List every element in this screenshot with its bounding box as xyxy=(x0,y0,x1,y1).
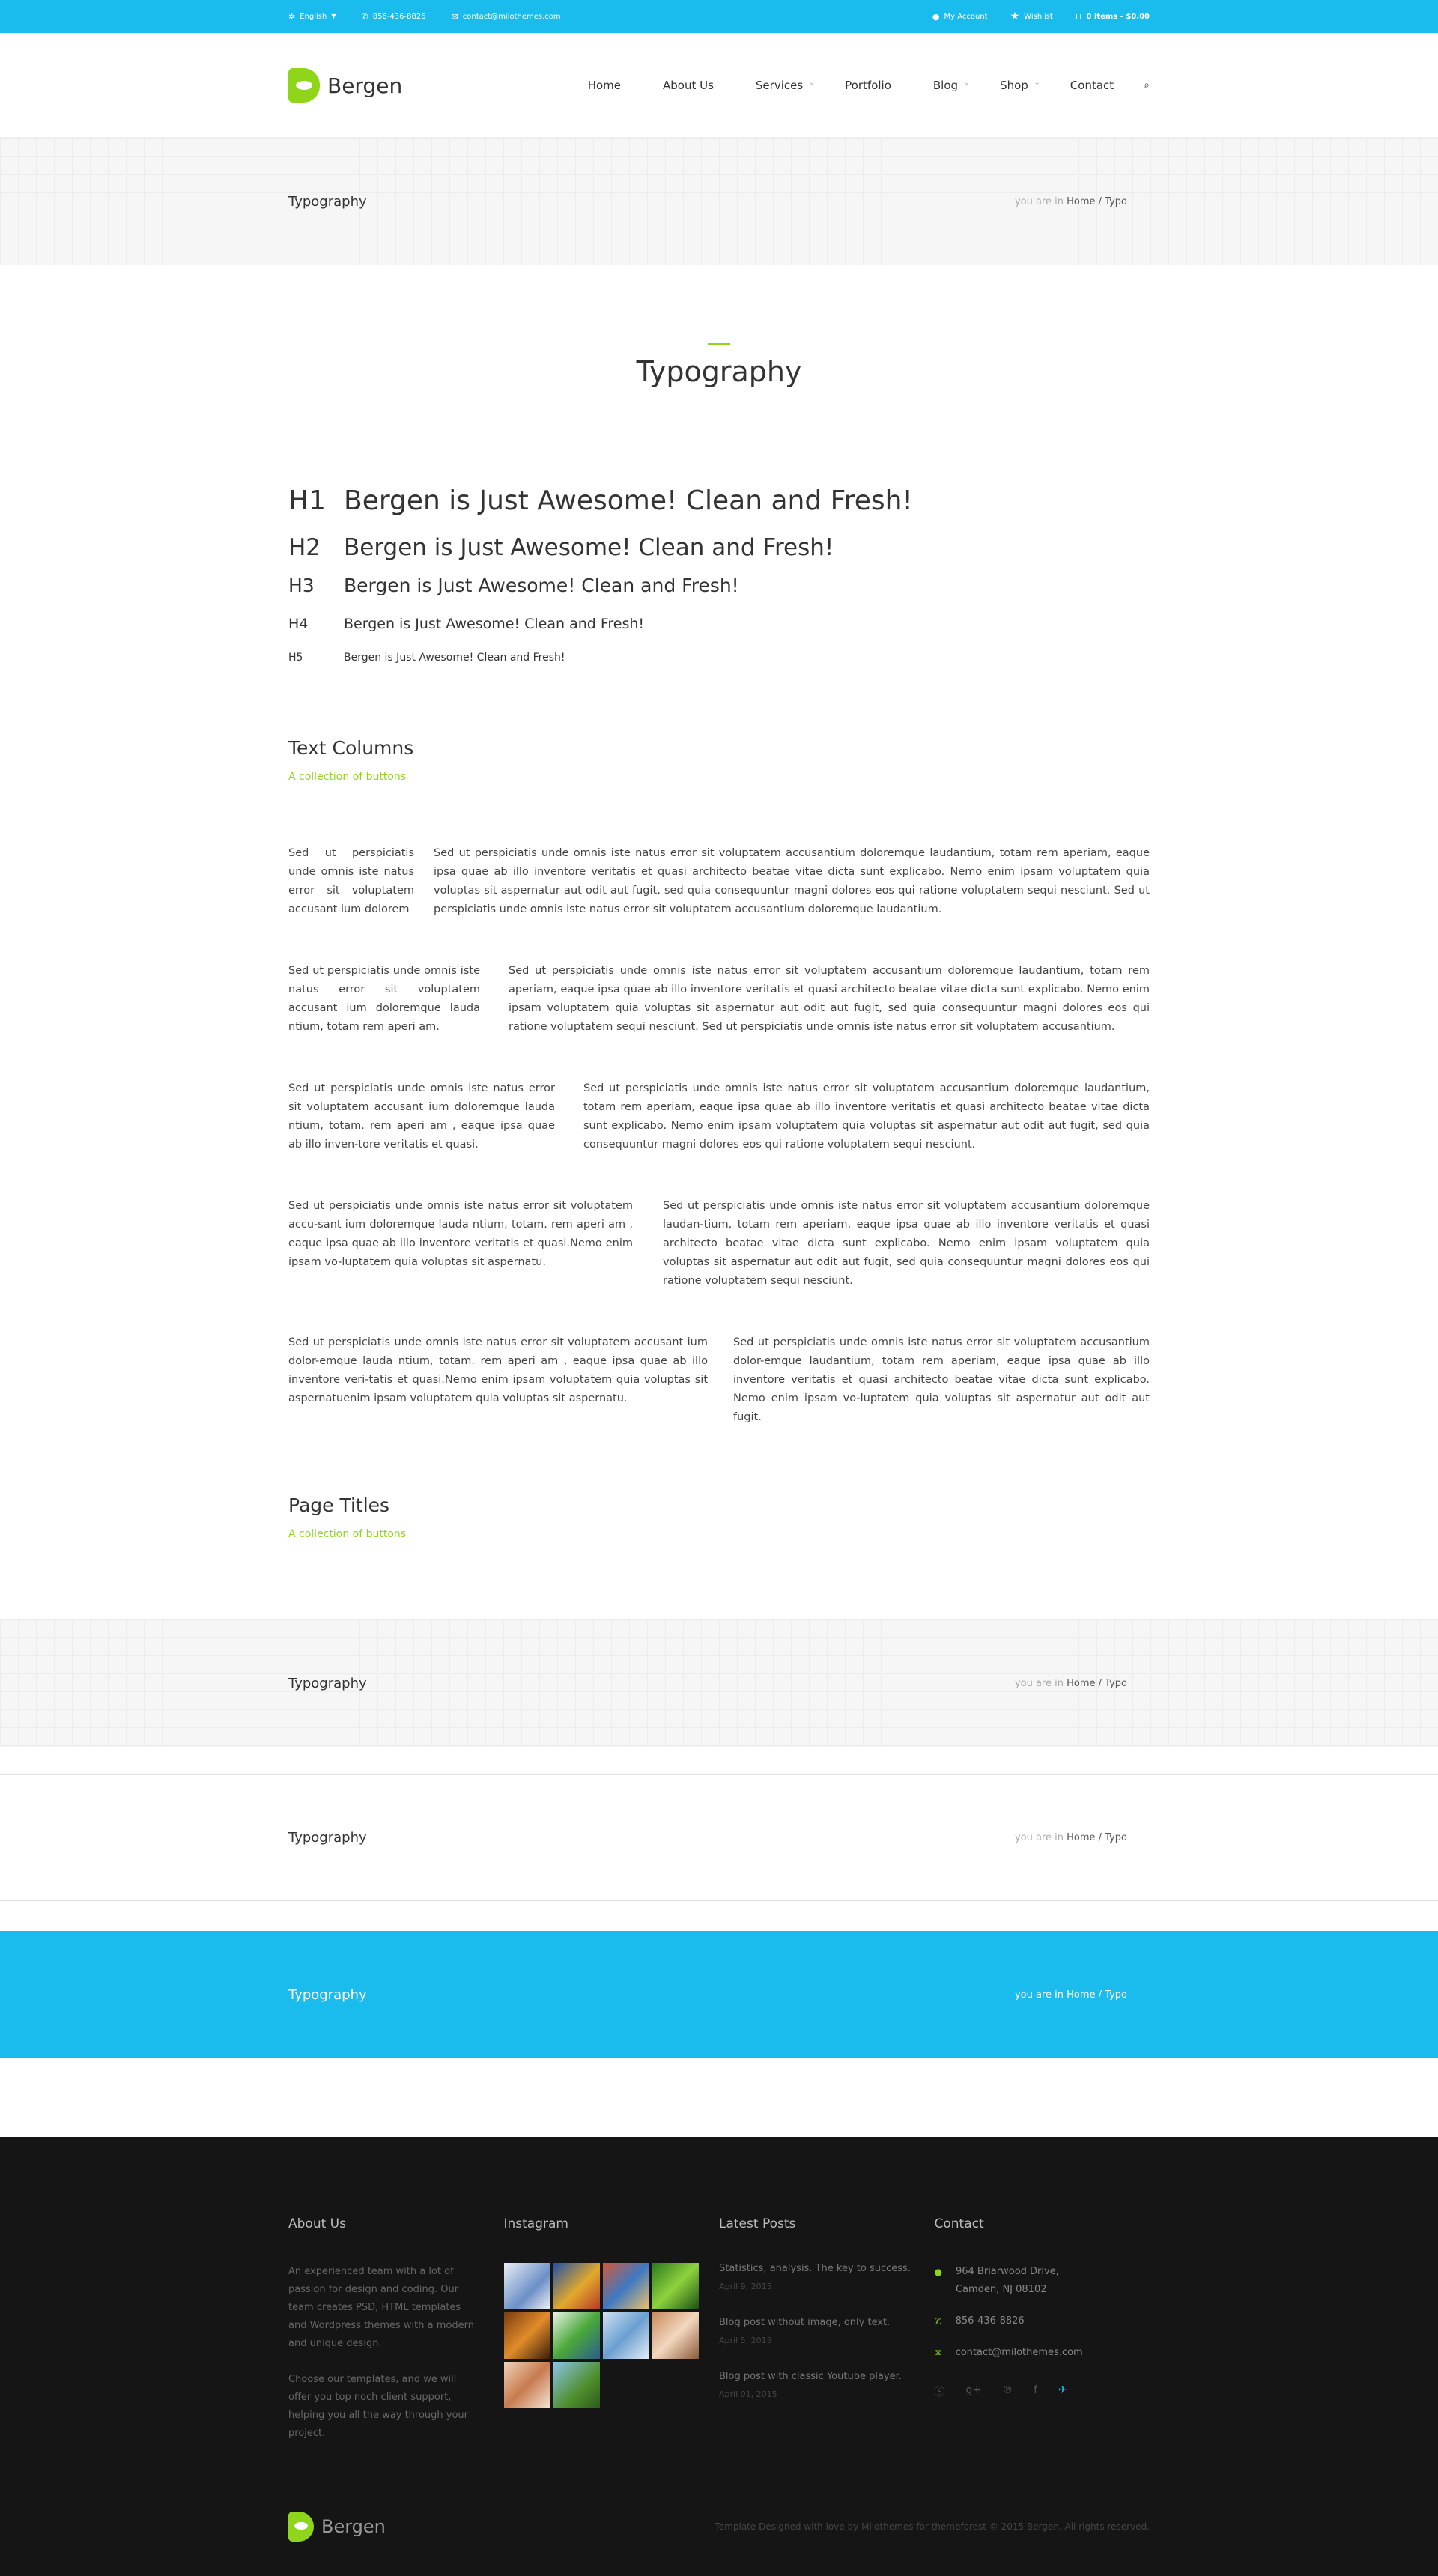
chevron-down-icon: ⌄ xyxy=(963,79,971,87)
column-left: Sed ut perspiciatis unde omnis iste natus error sit voluptatem accusant ium doloremque lauda ntium, totam. rem aperi am , eaque ipsa quae ab illo inven-tore veritatis et quasi. xyxy=(288,1082,555,1151)
section-title: Typography xyxy=(636,355,802,388)
mail-icon: ✉ xyxy=(451,11,458,22)
post-item[interactable] xyxy=(719,2317,935,2345)
footer-posts-title: Latest Posts xyxy=(719,2216,796,2231)
accent-bar xyxy=(708,343,730,345)
breadcrumb-separator: / xyxy=(1098,1677,1102,1689)
address-text: 964 Briarwood Drive, Camden, NJ 08102 xyxy=(955,2266,1059,2295)
site-header xyxy=(0,33,1438,138)
nav-contact[interactable]: Contact xyxy=(1070,79,1114,92)
breadcrumb-current: Typo xyxy=(1105,1677,1127,1689)
email-text: contact@milothemes.com xyxy=(955,2347,1083,2358)
page-title-sample-plain xyxy=(0,1774,1438,1901)
heading-tag: H1 xyxy=(288,485,326,516)
email-text: contact@milothemes.com xyxy=(462,12,561,21)
breadcrumb-current: Typo xyxy=(1105,1989,1127,2001)
contact-email[interactable] xyxy=(935,2344,1150,2362)
column-right: Sed ut perspiciatis unde omnis iste natus error sit voluptatem accusantium doloremque laudantium, totam rem aperiam, eaque ipsa quae ab illo inventore veritatis et quasi architecto beatae vitae dicta sunt explicabo. Nemo enim ipsam voluptatem quia voluptas sit aspernatur aut odit aut fugit, sed quia consequuntur magni dolores eos qui ratione voluptatem sequi nesciunt. Sed ut perspiciatis unde omnis iste natus error sit voluptatem accusantium. xyxy=(509,965,1150,1033)
chevron-down-icon: ▼ xyxy=(331,13,336,19)
footer-about-text: An experienced team with a lot of passion for design and coding. Our team creates PSD, HTML templates and Wordpress themes with a modern and unique design. xyxy=(288,2266,474,2349)
footer-logo[interactable] xyxy=(288,2512,386,2542)
heading-tag: H4 xyxy=(288,616,309,632)
text-column-row-3 xyxy=(288,1079,1150,1154)
breadcrumb-separator: / xyxy=(1098,1989,1102,2001)
instagram-grid xyxy=(504,2263,720,2408)
page-titles-title: Page Titles xyxy=(288,1494,390,1516)
heading-text: Bergen is Just Awesome! Clean and Fresh! xyxy=(344,485,913,516)
gear-icon: ✲ xyxy=(288,11,296,22)
nav-about-us[interactable]: About Us xyxy=(662,79,714,92)
breadcrumb-current: Typo xyxy=(1105,196,1127,207)
post-item[interactable] xyxy=(719,2371,935,2399)
heading-text: Bergen is Just Awesome! Clean and Fresh! xyxy=(344,534,834,561)
brand-name: Bergen xyxy=(327,73,403,98)
column-left: Sed ut perspiciatis unde omnis iste natus error sit voluptatem accu-sant ium doloremque lauda ntium, totam. rem aperi am , eaque ipsa quae ab illo inventore veritatis et quasi.Nemo enim ipsam vo-luptatem quia voluptas sit aspernatu. xyxy=(288,1200,633,1268)
breadcrumb-separator: / xyxy=(1098,1831,1102,1843)
phone-text: 856-436-8826 xyxy=(955,2315,1025,2327)
heading-tag: H5 xyxy=(288,652,303,664)
column-right: Sed ut perspiciatis unde omnis iste natus error sit voluptatem accusantium dolor-emque laudantium, totam rem aperiam, eaque ipsa quae ab illo inventore veritatis et quasi architecto beatae vitae dicta sunt explicabo. Nemo enim ipsam vo-luptatem quia voluptas sit aspernatur aut odit aut fugit. xyxy=(733,1336,1150,1423)
post-title: Blog post with classic Youtube player. xyxy=(719,2371,902,2382)
text-column-row-1 xyxy=(288,844,1150,919)
heading-text: Bergen is Just Awesome! Clean and Fresh! xyxy=(344,652,565,664)
skype-icon[interactable]: Ⓢ xyxy=(934,2386,945,2398)
copyright-text: Template Designed with love by Milothemes for themeforest © 2015 Bergen. All rights reserved. xyxy=(715,2521,1150,2532)
wishlist-label: Wishlist xyxy=(1024,12,1053,21)
post-date: April 01, 2015 xyxy=(719,2389,777,2399)
footer-instagram-title: Instagram xyxy=(503,2216,568,2231)
language-selector[interactable] xyxy=(288,13,336,21)
site-footer xyxy=(0,2137,1438,2576)
page-titles-heading xyxy=(288,1494,1150,1540)
cart-label: 0 items - $0.00 xyxy=(1086,12,1150,21)
page-title-band xyxy=(0,138,1438,265)
breadcrumb-current: Typo xyxy=(1105,1831,1127,1843)
nav-blog[interactable] xyxy=(932,79,971,92)
instagram-photo[interactable] xyxy=(603,2263,649,2309)
google-plus-icon[interactable]: g+ xyxy=(965,2384,982,2396)
page-title: Typography xyxy=(288,1986,367,2003)
nav-portfolio[interactable]: Portfolio xyxy=(845,79,891,92)
wishlist-link[interactable] xyxy=(1010,11,1053,22)
twitter-icon[interactable]: ✈ xyxy=(1058,2384,1067,2396)
main-nav xyxy=(546,79,1150,92)
instagram-photo[interactable] xyxy=(652,2312,699,2359)
page-title: Typography xyxy=(288,1829,367,1846)
heading-text: Bergen is Just Awesome! Clean and Fresh! xyxy=(344,575,739,596)
top-bar xyxy=(0,0,1438,33)
instagram-photo[interactable] xyxy=(603,2312,649,2359)
instagram-photo[interactable] xyxy=(553,2312,600,2359)
phone-icon: ✆ xyxy=(361,11,368,22)
my-account-link[interactable] xyxy=(932,13,988,21)
post-title: Blog post without image, only text. xyxy=(719,2317,891,2328)
section-heading xyxy=(0,265,1438,388)
text-column-row-4 xyxy=(288,1197,1150,1291)
post-item[interactable] xyxy=(719,2263,935,2291)
page-title: Typography xyxy=(288,193,367,210)
chevron-down-icon: ⌄ xyxy=(808,79,816,87)
instagram-photo[interactable] xyxy=(553,2263,600,2309)
breadcrumb xyxy=(1015,1989,1127,2001)
footer-bottom xyxy=(0,2512,1438,2542)
heading-tag: H2 xyxy=(288,534,321,561)
column-right: Sed ut perspiciatis unde omnis iste natus error sit voluptatem accusantium doloremque laudantium, totam rem aperiam, eaque ipsa quae ab illo inventore veritatis et quasi architecto beatae vitae dicta sunt explicabo. Nemo enim ipsam voluptatem quia voluptas sit aspernatur aut odit aut fugit, sed quia consequuntur magni dolores eos qui ratione voluptatem sequi nesciunt. xyxy=(583,1082,1150,1151)
text-column-row-5 xyxy=(288,1333,1150,1427)
chevron-down-icon: ⌄ xyxy=(1034,79,1040,87)
basket-icon: ⊔ xyxy=(1075,11,1082,22)
footer-about-text-2: Choose our templates, and we will offer you top noch client support, helping you all the way through your project. xyxy=(288,2374,469,2439)
nav-services-label: Services xyxy=(755,79,804,92)
column-left: Sed ut perspiciatis unde omnis iste natus error sit voluptatem accusant ium dolorem xyxy=(288,847,414,915)
contact-phone xyxy=(935,2312,1150,2330)
breadcrumb-prefix: you are in xyxy=(1014,1831,1064,1843)
facebook-icon[interactable]: f xyxy=(1034,2384,1038,2396)
heading-sample-h2 xyxy=(288,534,1150,561)
nav-home[interactable]: Home xyxy=(587,79,621,92)
breadcrumb xyxy=(1015,1678,1127,1689)
page-title-sample-pattern xyxy=(0,1619,1438,1747)
column-right: Sed ut perspiciatis unde omnis iste natus error sit voluptatem accusantium doloremque laudan-tium, totam rem aperiam, eaque ipsa quae ab illo inventore veritatis et quasi architecto beatae vitae dicta sunt explicabo. Nemo enim ipsam voluptatem quia voluptas sit aspernatur aut odit aut fugit, sed quia consequuntur magni dolores eos qui ratione voluptatem sequi nesciunt. xyxy=(663,1200,1150,1287)
footer-about xyxy=(288,2216,504,2443)
typography-content xyxy=(288,485,1150,1540)
page-title-sample-blue xyxy=(0,1931,1438,2058)
logo-mark xyxy=(288,68,320,103)
breadcrumb-prefix: you are in xyxy=(1014,1989,1064,2001)
breadcrumb-prefix: you are in xyxy=(1014,196,1064,207)
footer-about-title: About Us xyxy=(288,2216,346,2231)
text-columns-heading xyxy=(288,737,1150,783)
language-label: English xyxy=(300,12,327,21)
instagram-photo[interactable] xyxy=(553,2362,600,2408)
pinterest-icon[interactable]: ℗ xyxy=(1002,2384,1013,2396)
breadcrumb-home[interactable]: Home xyxy=(1067,1989,1096,2001)
column-right: Sed ut perspiciatis unde omnis iste natus error sit voluptatem accusantium doloremque laudantium, totam rem aperiam, eaque ipsa quae ab illo inventore veritatis et quasi architecto beatae vitae dicta sunt explicabo. Nemo enim ipsam voluptatem quia voluptas sit aspernatur aut odit aut fugit, sed quia consequuntur magni dolores eos qui ratione voluptatem sequi nesciunt. Sed ut perspiciatis unde omnis iste natus error sit voluptatem accusantium doloremque laudantium. xyxy=(434,847,1150,915)
breadcrumb-separator: / xyxy=(1098,196,1102,207)
heading-sample-h4 xyxy=(288,616,1150,632)
instagram-photo[interactable] xyxy=(504,2362,550,2408)
logo-mark xyxy=(288,2512,314,2542)
breadcrumb-home[interactable]: Home xyxy=(1067,1831,1096,1843)
breadcrumb-home[interactable]: Home xyxy=(1067,196,1096,207)
nav-shop[interactable] xyxy=(1000,79,1040,92)
text-columns-title: Text Columns xyxy=(288,737,414,759)
post-title: Statistics, analysis. The key to success. xyxy=(719,2263,911,2274)
breadcrumb xyxy=(1015,196,1127,207)
breadcrumb xyxy=(1015,1832,1127,1843)
footer-latest-posts xyxy=(719,2216,935,2443)
breadcrumb-prefix: you are in xyxy=(1014,1677,1064,1689)
user-icon: ● xyxy=(932,11,940,22)
nav-services[interactable] xyxy=(755,79,816,92)
heading-sample-h5 xyxy=(288,652,1150,664)
heading-sample-h1 xyxy=(288,485,1150,516)
breadcrumb-home[interactable]: Home xyxy=(1067,1677,1096,1689)
heading-tag: H3 xyxy=(288,575,315,596)
cart-link[interactable] xyxy=(1076,13,1150,21)
footer-contact xyxy=(935,2216,1150,2443)
page-title: Typography xyxy=(288,1675,367,1691)
text-column-row-2 xyxy=(288,962,1150,1037)
footer-contact-title: Contact xyxy=(934,2216,984,2231)
phone-icon: ✆ xyxy=(934,2316,942,2327)
instagram-photo[interactable] xyxy=(652,2263,699,2309)
column-left: Sed ut perspiciatis unde omnis iste natus error sit voluptatem accusant ium doloremque lauda ntium, totam rem aperi am. xyxy=(288,965,480,1033)
mail-icon: ✉ xyxy=(934,2348,942,2358)
heading-text: Bergen is Just Awesome! Clean and Fresh! xyxy=(344,616,645,632)
search-icon[interactable]: ⌕ xyxy=(1144,79,1150,91)
topbar-email[interactable] xyxy=(452,13,561,21)
nav-shop-label: Shop xyxy=(1000,79,1028,92)
site-logo[interactable] xyxy=(288,68,402,103)
account-label: My Account xyxy=(944,12,988,21)
map-pin-icon: ● xyxy=(934,2267,942,2277)
page-titles-subtitle: A collection of buttons xyxy=(288,1528,407,1540)
star-icon: ★ xyxy=(1010,10,1020,22)
column-left: Sed ut perspiciatis unde omnis iste natus error sit voluptatem accusant ium dolor-emque lauda ntium, totam. rem aperi am , eaque ipsa quae ab illo inventore veri-tatis et quasi.Nemo enim ipsam voluptatem quia voluptas sit aspernatuenim ipsam voluptatem quia voluptas sit aspernatu. xyxy=(288,1336,708,1404)
text-columns-subtitle: A collection of buttons xyxy=(288,771,407,783)
contact-address xyxy=(935,2263,1150,2299)
phone-text: 856-436-8826 xyxy=(372,12,426,21)
topbar-phone xyxy=(361,13,425,21)
heading-sample-h3 xyxy=(288,575,1150,596)
post-date: April 9, 2015 xyxy=(719,2282,772,2291)
instagram-photo[interactable] xyxy=(504,2312,550,2359)
social-links xyxy=(935,2384,1150,2399)
footer-instagram xyxy=(504,2216,720,2443)
post-date: April 5, 2015 xyxy=(719,2336,772,2345)
footer-brand: Bergen xyxy=(321,2516,386,2537)
nav-blog-label: Blog xyxy=(932,79,959,92)
instagram-photo[interactable] xyxy=(504,2263,550,2309)
